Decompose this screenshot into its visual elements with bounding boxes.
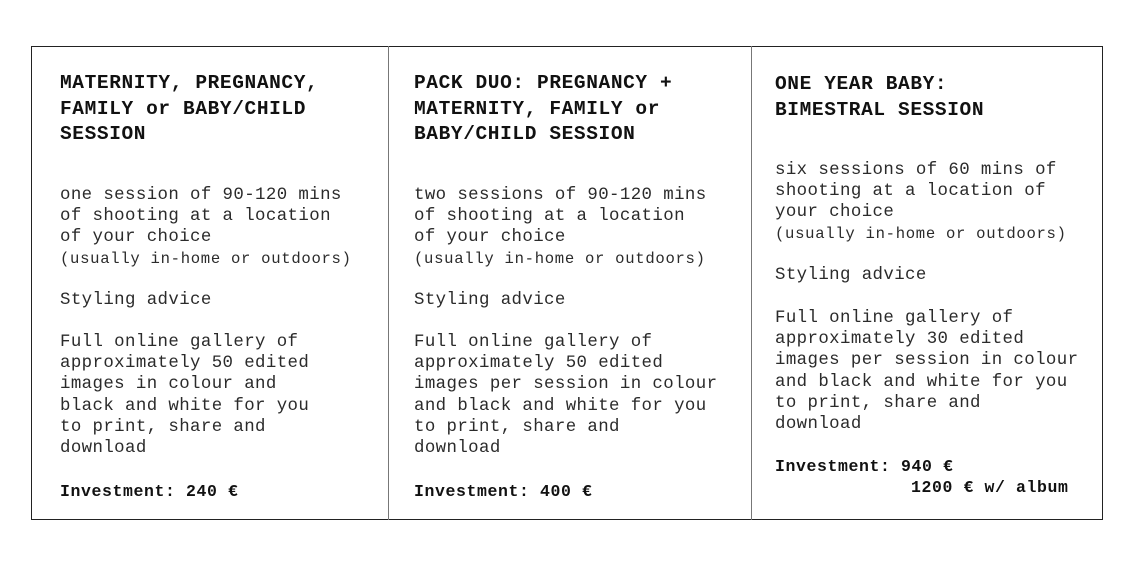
description-line: black and white for you xyxy=(60,396,310,416)
session-description xyxy=(775,160,1057,224)
styling-advice: Styling advice xyxy=(775,266,927,285)
description-line: Full online gallery of xyxy=(414,333,653,352)
title-line: BIMESTRAL SESSION xyxy=(775,98,985,121)
description-line: images per session in colour xyxy=(775,351,1079,371)
description-line: of your choice xyxy=(414,228,566,248)
session-description xyxy=(414,185,707,249)
description-line: download xyxy=(414,439,501,459)
gallery-description xyxy=(60,332,309,459)
styling-advice: Styling advice xyxy=(414,291,566,310)
gallery-description xyxy=(414,332,717,459)
description-line: two sessions of 90-120 mins xyxy=(414,186,707,205)
package-title xyxy=(414,71,672,148)
title-line: SESSION xyxy=(60,123,147,145)
description-line: images per session in colour xyxy=(414,375,718,395)
title-line: MATERNITY, FAMILY or xyxy=(414,97,661,120)
package-title xyxy=(60,71,318,148)
description-line: of shooting at a location xyxy=(60,207,331,227)
description-line: to print, share and xyxy=(775,393,981,413)
description-line: one session of 90-120 mins xyxy=(60,186,342,205)
description-line: to print, share and xyxy=(414,417,620,437)
title-line: FAMILY or BABY/CHILD xyxy=(60,97,307,120)
location-note: (usually in-home or outdoors) xyxy=(775,225,1067,243)
description-line: download xyxy=(775,415,862,435)
description-line: Full online gallery of xyxy=(775,309,1014,328)
gallery-description xyxy=(775,308,1078,435)
investment-price: Investment: 240 € xyxy=(60,482,239,501)
description-line: and black and white for you xyxy=(414,396,707,416)
styling-advice: Styling advice xyxy=(60,291,212,310)
description-line: six sessions of 60 mins of xyxy=(775,161,1057,180)
investment-price: Investment: 940 € xyxy=(775,457,954,476)
title-line: BABY/CHILD SESSION xyxy=(414,123,636,145)
investment-price: Investment: 400 € xyxy=(414,482,593,501)
location-note: (usually in-home or outdoors) xyxy=(60,250,352,268)
description-line: download xyxy=(60,439,147,459)
title-line: MATERNITY, PREGNANCY, xyxy=(60,72,319,94)
investment-price-with-album: 1200 € w/ album xyxy=(911,478,1069,497)
description-line: and black and white for you xyxy=(775,372,1068,392)
session-description xyxy=(60,185,342,249)
title-line: ONE YEAR BABY: xyxy=(775,73,948,95)
description-line: approximately 50 edited xyxy=(414,354,664,374)
description-line: to print, share and xyxy=(60,417,266,437)
column-divider xyxy=(751,46,752,520)
description-line: shooting at a location of xyxy=(775,182,1046,202)
description-line: approximately 30 edited xyxy=(775,330,1025,350)
description-line: images in colour and xyxy=(60,375,277,395)
column-divider xyxy=(388,46,389,520)
description-line: your choice xyxy=(775,203,895,223)
title-line: PACK DUO: PREGNANCY + xyxy=(414,72,673,94)
package-title xyxy=(775,72,984,123)
description-line: approximately 50 edited xyxy=(60,354,310,374)
description-line: of your choice xyxy=(60,228,212,248)
description-line: Full online gallery of xyxy=(60,333,299,352)
location-note: (usually in-home or outdoors) xyxy=(414,250,706,268)
description-line: of shooting at a location xyxy=(414,207,685,227)
